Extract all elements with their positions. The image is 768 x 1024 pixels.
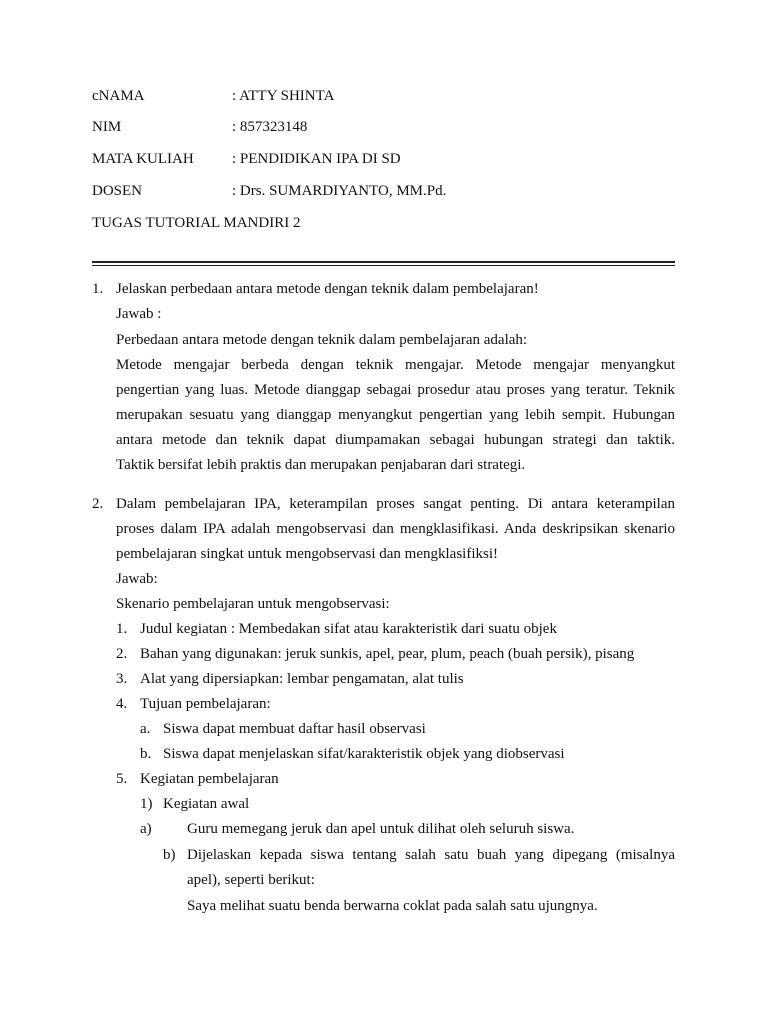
q2-question-line: Dalam pembelajaran IPA, keterampilan proses sangat penting. Di antara keterampilan <box>116 496 675 512</box>
step-text: Kegiatan pembelajaran <box>140 771 279 787</box>
step-number: 5. <box>116 771 128 787</box>
objective-letter: b. <box>140 746 152 762</box>
step-text: Alat yang dipersiapkan: lembar pengamatan, alat tulis <box>140 671 464 687</box>
header-value: : 857323148 <box>232 119 308 135</box>
objective-letter: a. <box>140 721 151 737</box>
header-label: cNAMA <box>92 88 145 104</box>
header-label: NIM <box>92 119 122 135</box>
header-value: : PENDIDIKAN IPA DI SD <box>232 151 401 167</box>
divider-thick <box>92 261 675 263</box>
step-number: 4. <box>116 696 128 712</box>
header-label: MATA KULIAH <box>92 151 194 167</box>
q1-answer-line: pengertian yang luas. Metode dianggap sebagai prosedur atau proses yang teratur. Teknik <box>116 382 675 398</box>
activity-text: Guru memegang jeruk dan apel untuk dilihat oleh seluruh siswa. <box>187 821 575 837</box>
step-text: Bahan yang digunakan: jeruk sunkis, apel, pear, plum, peach (buah persik), pisang <box>140 646 635 662</box>
activity-text: apel), seperti berikut: <box>187 872 315 888</box>
q1-answer-line: Metode mengajar berbeda dengan teknik mengajar. Metode mengajar menyangkut <box>116 357 675 373</box>
q2-question-line: proses dalam IPA adalah mengobservasi dan mengklasifikasi. Anda deskripsikan skenario <box>116 521 675 537</box>
q1-answer-line: Taktik bersifat lebih praktis dan merupakan penjabaran dari strategi. <box>116 457 526 473</box>
task-title: TUGAS TUTORIAL MANDIRI 2 <box>92 215 301 231</box>
q2-answer-label: Jawab: <box>116 571 158 587</box>
activity-letter: b) <box>163 847 176 863</box>
activity-quote: Saya melihat suatu benda berwarna coklat pada salah satu ujungnya. <box>187 898 598 914</box>
objective-text: Siswa dapat membuat daftar hasil observasi <box>163 721 426 737</box>
activity-letter: a) <box>140 821 152 837</box>
q1-answer-label: Jawab : <box>116 306 162 322</box>
header-value: : ATTY SHINTA <box>232 88 335 104</box>
objective-text: Siswa dapat menjelaskan sifat/karakteristik objek yang diobservasi <box>163 746 565 762</box>
q1-answer-intro: Perbedaan antara metode dengan teknik dalam pembelajaran adalah: <box>116 332 528 348</box>
step-number: 2. <box>116 646 128 662</box>
substep-text: Kegiatan awal <box>163 796 250 812</box>
q2-question-line: pembelajaran singkat untuk mengobservasi dan mengklasifiksi! <box>116 546 498 562</box>
activity-text: Dijelaskan kepada siswa tentang salah satu buah yang dipegang (misalnya <box>187 847 675 863</box>
step-number: 1. <box>116 621 128 637</box>
q1-number: 1. <box>92 281 104 297</box>
q2-scenario-title: Skenario pembelajaran untuk mengobservasi: <box>116 596 390 612</box>
q1-answer-line: antara metode dan teknik dapat diumpamakan sebagai hubungan strategi dan taktik. <box>116 432 675 448</box>
q2-number: 2. <box>92 496 104 512</box>
header-value: : Drs. SUMARDIYANTO, MM.Pd. <box>232 183 447 199</box>
step-number: 3. <box>116 671 128 687</box>
step-text: Tujuan pembelajaran: <box>140 696 271 712</box>
step-text: Judul kegiatan : Membedakan sifat atau karakteristik dari suatu objek <box>140 621 557 637</box>
divider-thin <box>92 265 675 266</box>
header-label: DOSEN <box>92 183 143 199</box>
substep-number: 1) <box>140 796 153 812</box>
q1-question: Jelaskan perbedaan antara metode dengan teknik dalam pembelajaran! <box>116 281 539 297</box>
q1-answer-line: merupakan sesuatu yang dianggap menyangkut pengertian yang lebih sempit. Hubungan <box>116 407 675 423</box>
